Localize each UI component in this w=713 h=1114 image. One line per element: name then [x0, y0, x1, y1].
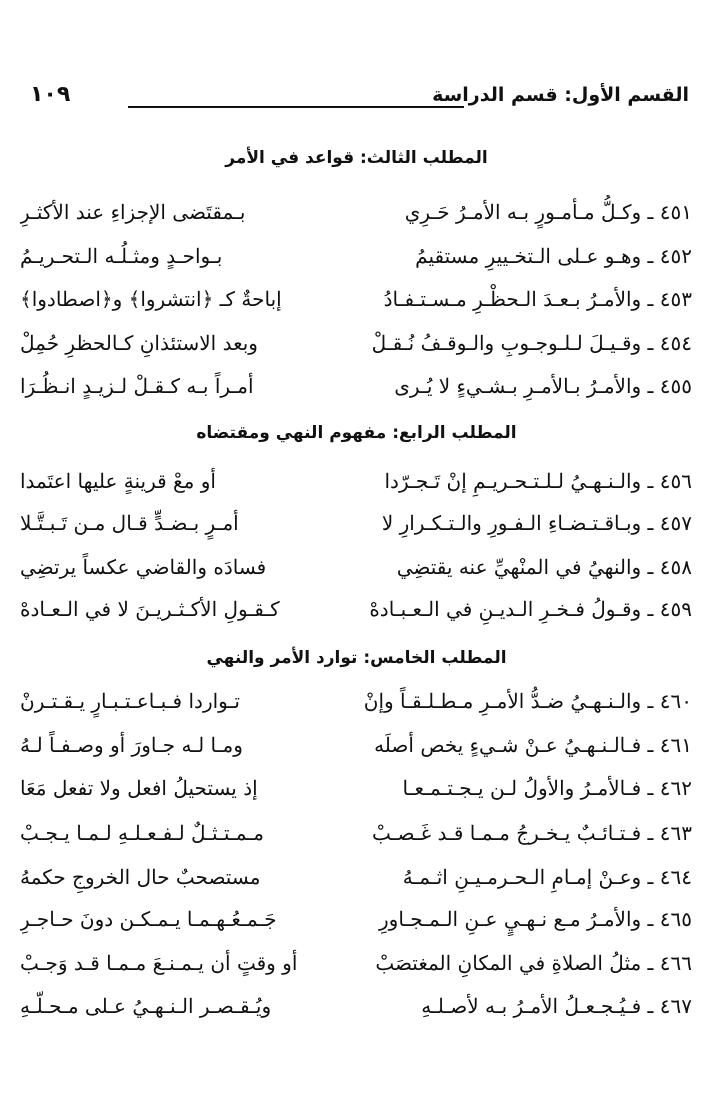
verse-second-hemistich: ويُـقـصـر الـنـهـيُ عـلى مـحـلّـهِ: [20, 994, 272, 1018]
verse: [20, 278, 692, 318]
verse-second-hemistich: أو معْ قرينةٍ عليها اعتَمدا: [20, 469, 216, 493]
verse-first-hemistich: ٤٦٢ ـ فـالأمـرُ والأولُ لـن يـجـتـمـعـا: [402, 776, 692, 800]
verse-first-hemistich: ٤٥١ ـ وكـلُّ مـأمـورٍ بـه الأمـرُ حَـرِي: [404, 200, 692, 224]
verse-first-hemistich: ٤٦٠ ـ والـنـهـيُ ضـدُّ الأمـرِ مـطـلـقـاً وإنْ: [363, 689, 692, 713]
verse: [20, 588, 692, 628]
verse-second-hemistich: مستصحبٌ حال الخروجِ حكمهُ: [20, 865, 261, 889]
verse-first-hemistich: ٤٦٥ ـ والأمـرُ مـع نـهـيٍ عـنِ الـمـجـاورِ: [379, 907, 692, 931]
verse-second-hemistich: بـمقتَضى الإجزاءِ عند الأكثـرِ: [20, 200, 246, 224]
verse: [20, 812, 692, 852]
verse-first-hemistich: ٤٥٧ ـ وبـاقـتـضـاءِ الـفـورِ والـتـكـرارِ لا: [381, 511, 692, 535]
verse-first-hemistich: ٤٥٦ ـ والـنـهـيُ لـلـتـحـريـمِ إنْ تَـجـرّدا: [384, 469, 692, 493]
verse: [20, 856, 692, 896]
verse: [20, 191, 692, 231]
verse: [20, 235, 692, 275]
verse-second-hemistich: إذ يستحيلُ افعل ولا تفعل مَعَا: [20, 776, 258, 800]
verse: [20, 546, 692, 586]
verse-first-hemistich: ٤٦٦ ـ مثلُ الصلاةِ في المكانِ المغتصَبْ: [375, 951, 692, 975]
running-header-title: القسم الأول: قسم الدراسة: [432, 84, 689, 106]
section-heading: المطلب الثالث: قواعد في الأمر: [225, 148, 488, 168]
header-rule: [128, 106, 464, 108]
verse-second-hemistich: جَـمـعُـهـمـا يـمـكـن دونَ حـاجـرِ: [20, 907, 277, 931]
verse: [20, 680, 692, 720]
verse-second-hemistich: إباحةٌ كـ ﴿انتشروا﴾ و﴿اصطادوا﴾: [20, 287, 282, 311]
verse-first-hemistich: ٤٥٩ ـ وقـولُ فـخـرِ الـديـنِ في الـعـبـادهْ: [369, 597, 692, 621]
verse-second-hemistich: تـواردا فـبـاعـتـبـارٍ يـقـتـرنْ: [20, 689, 240, 713]
verse-second-hemistich: أمـراً بـه كـقـلْ لـزيـدٍ انـظُـرَا: [20, 374, 254, 398]
verse-first-hemistich: ٤٥٣ ـ والأمـرُ بـعـدَ الـحظْـرِ مـسـتـفـادُ: [383, 287, 692, 311]
verse-second-hemistich: مـمـتـثـلٌ لـفـعـلـهِ لـمـا يـجـبْ: [20, 821, 264, 845]
verse: [20, 767, 692, 807]
verse-second-hemistich: فسادَه والقاضي عكساً يرتضِي: [20, 555, 267, 579]
verse-second-hemistich: وبعد الاستئذانِ كـالحظرِ حُمِلْ: [20, 331, 258, 355]
verse-first-hemistich: ٤٦٤ ـ وعـنْ إمـامِ الـحـرمـيـنِ اثـمـهُ: [402, 865, 692, 889]
verse-second-hemistich: بـواحـدٍ ومثـلُـه الـتحـريـمُ: [20, 244, 223, 268]
section-heading: المطلب الرابع: مفهوم النهي ومقتضاه: [196, 423, 517, 443]
verse-second-hemistich: أو وقتٍ أن يـمـنـعَ مـمـا قـد وَجـبْ: [20, 951, 298, 975]
verse-second-hemistich: كـقـولِ الأكـثـريـنَ لا في الـعـادهْ: [20, 597, 280, 621]
verse: [20, 322, 692, 362]
verse-first-hemistich: ٤٥٤ ـ وقـيـلَ لـلـوجـوبِ والـوقـفُ نُـقـلْ: [371, 331, 692, 355]
verse: [20, 942, 692, 982]
verse: [20, 724, 692, 764]
running-header: [30, 84, 689, 118]
verse-first-hemistich: ٤٥٢ ـ وهـو عـلى الـتخـييرِ مستقيمُ: [415, 244, 692, 268]
verse-second-hemistich: ومـا لـه جـاورَ أو وصـفـاً لـهُ: [20, 733, 243, 757]
verse-first-hemistich: ٤٥٨ ـ والنهيُ في المنْهيِّ عنه يقتضِي: [396, 555, 692, 579]
verse: [20, 985, 692, 1025]
verse: [20, 502, 692, 542]
verse-first-hemistich: ٤٦٧ ـ فـيُـجـعـلُ الأمـرُ بـه لأصـلـهِ: [421, 994, 692, 1018]
verse-first-hemistich: ٤٥٥ ـ والأمـرُ بـالأمـرِ بـشـيءٍ لا يُـرى: [394, 374, 692, 398]
verse: [20, 365, 692, 405]
verse: [20, 898, 692, 938]
section-heading: المطلب الخامس: توارد الأمر والنهي: [206, 648, 507, 668]
page-number: ١٠٩: [30, 82, 71, 107]
verse-second-hemistich: أمـرٍ بـضـدٍّ قـال مـن تَـبـتَّـلا: [20, 511, 239, 535]
verse: [20, 460, 692, 500]
verse-first-hemistich: ٤٦٣ ـ فـتـائـبٌ يـخـرجُ مـمـا قـد غَـصـبْ: [371, 821, 692, 845]
verse-first-hemistich: ٤٦١ ـ فـالـنـهـيُ عـنْ شـيءٍ يخص أصلَه: [374, 733, 692, 757]
